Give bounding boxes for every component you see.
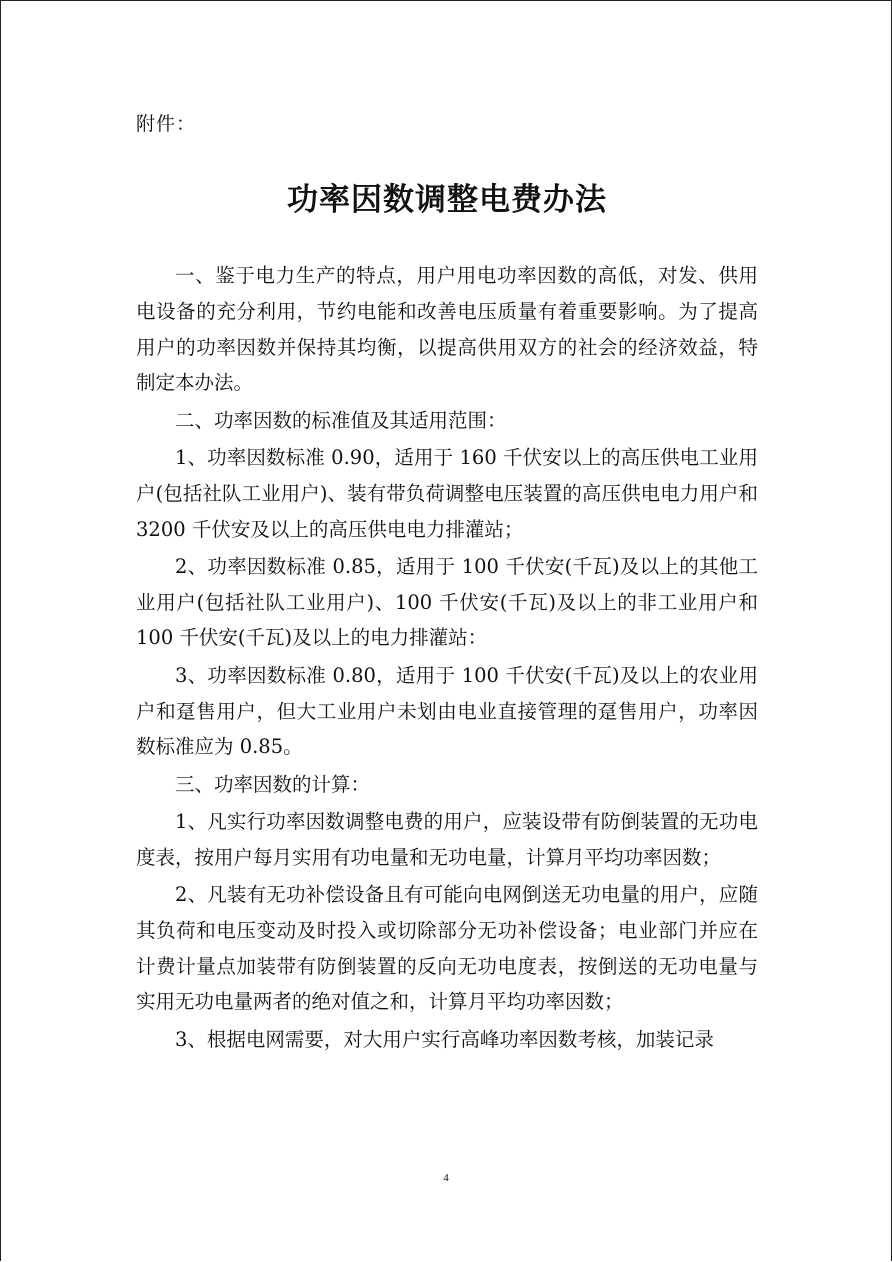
paragraph-standard-090: 1、功率因数标准 0.90，适用于 160 千伏安以上的高压供电工业用户(包括社队工业用户)、装有带负荷调整电压装置的高压供电电力用户和 3200 千伏安及以上的高压供电电力排灌站； [136, 445, 758, 541]
paragraph-standard-080: 3、功率因数标准 0.80，适用于 100 千伏安(千瓦)及以上的农业用户和趸售用户，但大工业用户未划由电业直接管理的趸售用户，功率因数标准应为 0.85。 [136, 663, 758, 759]
paragraph-calculation-2: 2、凡装有无功补偿设备且有可能向电网倒送无功电量的用户，应随其负荷和电压变动及时投入或切除部分无功补偿设备；电业部门并应在计费计量点加装带有防倒装置的反向无功电度表，按倒送的无功电量与实用无功电量两者的绝对值之和，计算月平均功率因数； [136, 883, 758, 1014]
paragraph-calculation-1: 1、凡实行功率因数调整电费的用户，应装设带有防倒装置的无功电度表，按用户每月实用有功电量和无功电量，计算月平均功率因数； [136, 809, 758, 869]
section-heading-calculation: 三、功率因数的计算： [175, 772, 371, 796]
page-number: 4 [443, 1172, 449, 1184]
section-heading-standards: 二、功率因数的标准值及其适用范围： [175, 408, 507, 432]
paragraph-purpose: 一、鉴于电力生产的特点，用户用电功率因数的高低，对发、供用电设备的充分利用，节约电能和改善电压质量有着重要影响。为了提高用户的功率因数并保持其均衡，以提高供用双方的社会的经济效益，特制定本办法。 [136, 264, 758, 395]
attachment-label: 附件： [136, 113, 197, 135]
paragraph-calculation-3: 3、根据电网需要，对大用户实行高峰功率因数考核，加装记录 [175, 1027, 714, 1051]
page-title: 功率因数调整电费办法 [287, 182, 607, 218]
paragraph-standard-085: 2、功率因数标准 0.85，适用于 100 千伏安(千瓦)及以上的其他工业用户(包括社队工业用户)、100 千伏安(千瓦)及以上的非工业用户和 100 千伏安(千瓦)及以上的电力排灌站： [136, 554, 758, 650]
document-body [136, 110, 758, 1059]
